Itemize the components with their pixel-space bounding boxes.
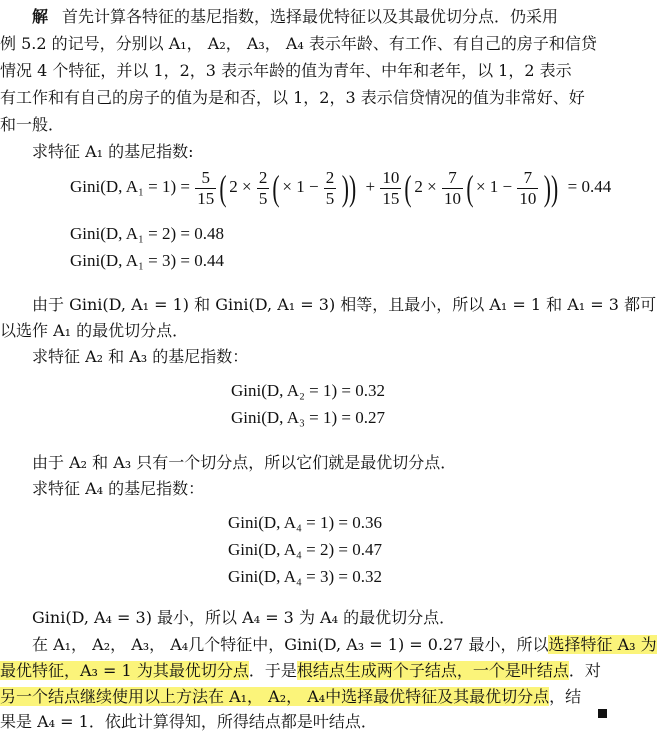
final-text-1a: 在 A₁， A₂， A₃， A₄几个特征中，Gini(D, A₃ = 1) = 0.27 最小，所以 [32, 635, 549, 654]
solution-label: 解 [32, 7, 49, 26]
a1-conclusion-1: 由于 Gini(D, A₁ = 1) 和 Gini(D, A₁ = 3) 相等，且最小，所以 A₁ = 1 和 A₁ = 3 都可 [32, 295, 657, 314]
term-1-minus-b: × 1 − [475, 176, 513, 196]
a23-intro: 求特征 A₂ 和 A₃ 的基尼指数： [32, 347, 249, 366]
highlight-1: 选择特征 A₃ 为 [548, 635, 657, 654]
gini-a2-1: Gini(D, A₂ = 1) = 0.32 [231, 381, 386, 400]
para1-text1: 首先计算各特征的基尼指数，选择最优特征以及其最优切分点．仍采用 [62, 7, 559, 26]
gini-a1-1-equation: Gini(D, A₁ = 1) = $\frac{5}{15}$ ( 2 × $\frac{2}{5}$ ( × 1 − $\frac{2}{5}$ )) + $\frac{10}{15}$ ( 2 × $\frac{7}{10}$ ( × 1 − $\frac{7}{10}$ )) = 0.44 [70, 167, 612, 208]
gini-a3-1: Gini(D, A₃ = 1) = 0.27 [231, 408, 386, 427]
gini-a1-2: Gini(D, A₁ = 2) = 0.48 [70, 224, 225, 243]
fraction-2-5: $\frac{2}{5}$ [258, 167, 268, 208]
final-line2 [0, 660, 601, 682]
term-2x: 2 × [229, 176, 252, 196]
final-text-2d: ．对 [568, 661, 601, 680]
fraction-7-10: $\frac{7}{10}$ [443, 167, 461, 208]
fraction-10-15: $\frac{10}{15}$ [382, 167, 400, 208]
highlight-3: 根结点生成两个子结点，一个是叶结点 [296, 661, 569, 680]
plus-sign: + [365, 176, 376, 196]
final-line1 [32, 634, 657, 656]
a1-conclusion-2: 以选作 A₁ 的最优切分点． [0, 321, 189, 340]
eq-left: Gini(D, A₁ = 1) = [70, 176, 191, 196]
fraction-7-10b: $\frac{7}{10}$ [519, 167, 537, 208]
para1-line4: 有工作和有自己的房子的值为是和否，以 1，2，3 表示信贷情况的值为非常好、好 [0, 88, 585, 107]
highlight-2: 最优特征，A₃ = 1 为其最优切分点 [0, 661, 249, 680]
para1-line2: 例 5.2 的记号，分别以 A₁， A₂， A₃， A₄ 表示年龄、有工作、有自己的房子和信贷 [0, 34, 597, 53]
final-line3 [0, 686, 581, 708]
gini-a1-3: Gini(D, A₁ = 3) = 0.44 [70, 251, 225, 270]
a23-conclusion: 由于 A₂ 和 A₃ 只有一个切分点，所以它们就是最优切分点． [32, 453, 457, 472]
highlight-4: 另一个结点继续使用以上方法在 A₁， A₂， A₄中选择最优特征及其最优切分点 [0, 687, 550, 706]
qed-square-icon [598, 709, 607, 718]
a1-intro: 求特征 A₁ 的基尼指数: [32, 142, 194, 161]
eq-result: = 0.44 [567, 176, 612, 196]
gini-a4-1: Gini(D, A₄ = 1) = 0.36 [228, 513, 383, 532]
a4-conclusion: Gini(D, A₄ = 3) 最小，所以 A₄ = 3 为 A₄ 的最优切分点． [32, 608, 456, 627]
fraction-2-5b: $\frac{2}{5}$ [325, 167, 335, 208]
term-2x-b: 2 × [414, 176, 437, 196]
final-line4: 果是 A₄ = 1．依此计算得知，所得结点都是叶结点． [0, 712, 377, 731]
para1-line5: 和一般． [0, 115, 65, 134]
gini-a4-2: Gini(D, A₄ = 2) = 0.47 [228, 540, 383, 559]
a4-intro: 求特征 A₄ 的基尼指数： [32, 479, 205, 498]
fraction-5-15: $\frac{5}{15}$ [197, 167, 215, 208]
final-text-2b: ．于是 [248, 661, 297, 680]
final-text-3b: ，结 [549, 687, 582, 706]
para1-line1 [32, 6, 558, 28]
para1-line3: 情况 4 个特征，并以 1，2，3 表示年龄的值为青年、中年和老年，以 1，2 表示 [0, 61, 572, 80]
gini-a4-3: Gini(D, A₄ = 3) = 0.32 [228, 567, 383, 586]
term-1-minus: × 1 − [282, 176, 319, 196]
